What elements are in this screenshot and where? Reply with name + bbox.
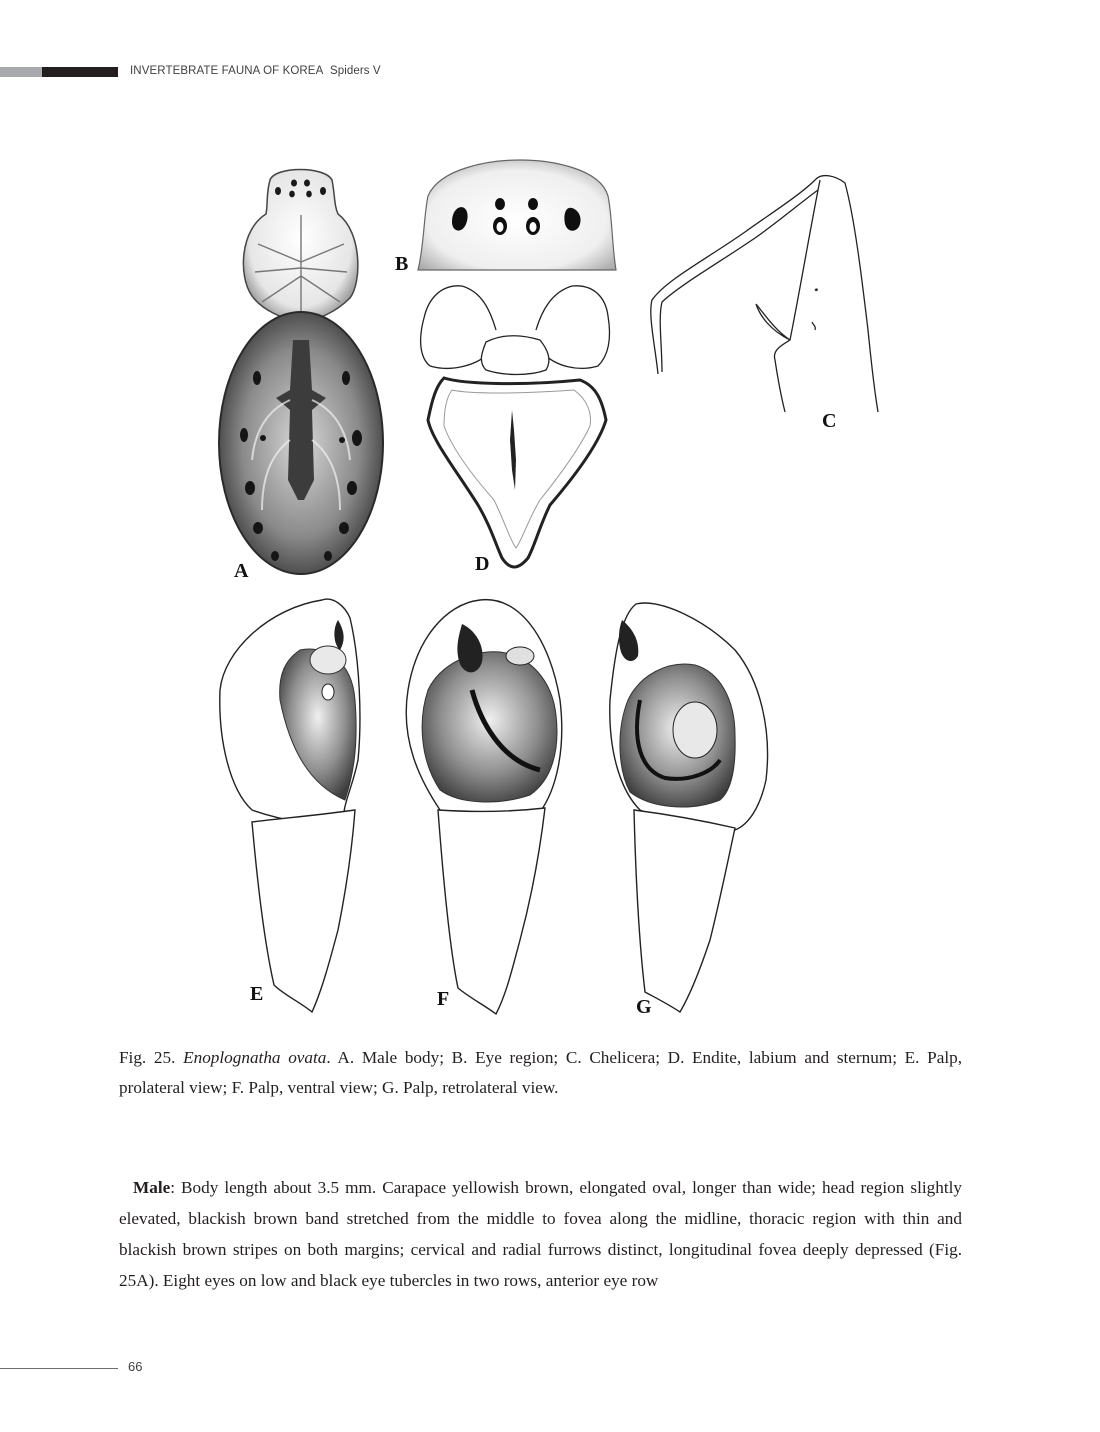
- panel-label-g: G: [636, 996, 652, 1018]
- panel-a-male-body: [219, 170, 383, 575]
- panel-label-b: B: [395, 253, 409, 275]
- footer-rule: [0, 1368, 118, 1369]
- panel-label-f: F: [437, 988, 450, 1010]
- page-number: 66: [128, 1359, 143, 1374]
- caption-fig-number: Fig. 25.: [119, 1048, 176, 1067]
- panel-f-palp-ventral: [406, 600, 562, 1014]
- caption-text: . A. Male body; B. Eye region; C. Chelicera; D. Endite, labium and sternum; E. Palp, prolateral view; F. Palp, ventral view; G. Palp, retrolateral view.: [119, 1048, 963, 1097]
- paragraph-lead: Male: [133, 1178, 171, 1197]
- running-title: INVERTEBRATE FAUNA OF KOREA: [130, 65, 324, 77]
- volume-title: Spiders V: [329, 65, 381, 77]
- paragraph-text: : Body length about 3.5 mm. Carapace yellowish brown, elongated oval, longer than wide; head region slightly elevated, blackish brown band stretched from the middle to fovea along the midline, thoracic region with thin and blackish brown stripes on both margins; cervical and radial furrows distinct, longitudinal fovea deeply depressed (Fig. 25A). Eight eyes on low and black eye tubercles in two rows, anterior eye row: [119, 1178, 962, 1290]
- panel-b-eye-region: [418, 160, 616, 270]
- panel-label-e: E: [250, 983, 264, 1005]
- figure-caption: [119, 1043, 962, 1103]
- panel-label-d: D: [475, 553, 490, 575]
- panel-e-palp-prolateral: [220, 599, 360, 1012]
- panel-g-palp-retrolateral: [610, 603, 768, 1012]
- panel-label-a: A: [234, 560, 249, 582]
- panel-d-endite-labium-sternum: [421, 286, 610, 567]
- description-paragraph: [119, 1172, 962, 1296]
- panel-label-c: C: [822, 410, 837, 432]
- panel-c-chelicera: [651, 176, 878, 412]
- caption-species: Enoplognatha ovata: [183, 1048, 327, 1067]
